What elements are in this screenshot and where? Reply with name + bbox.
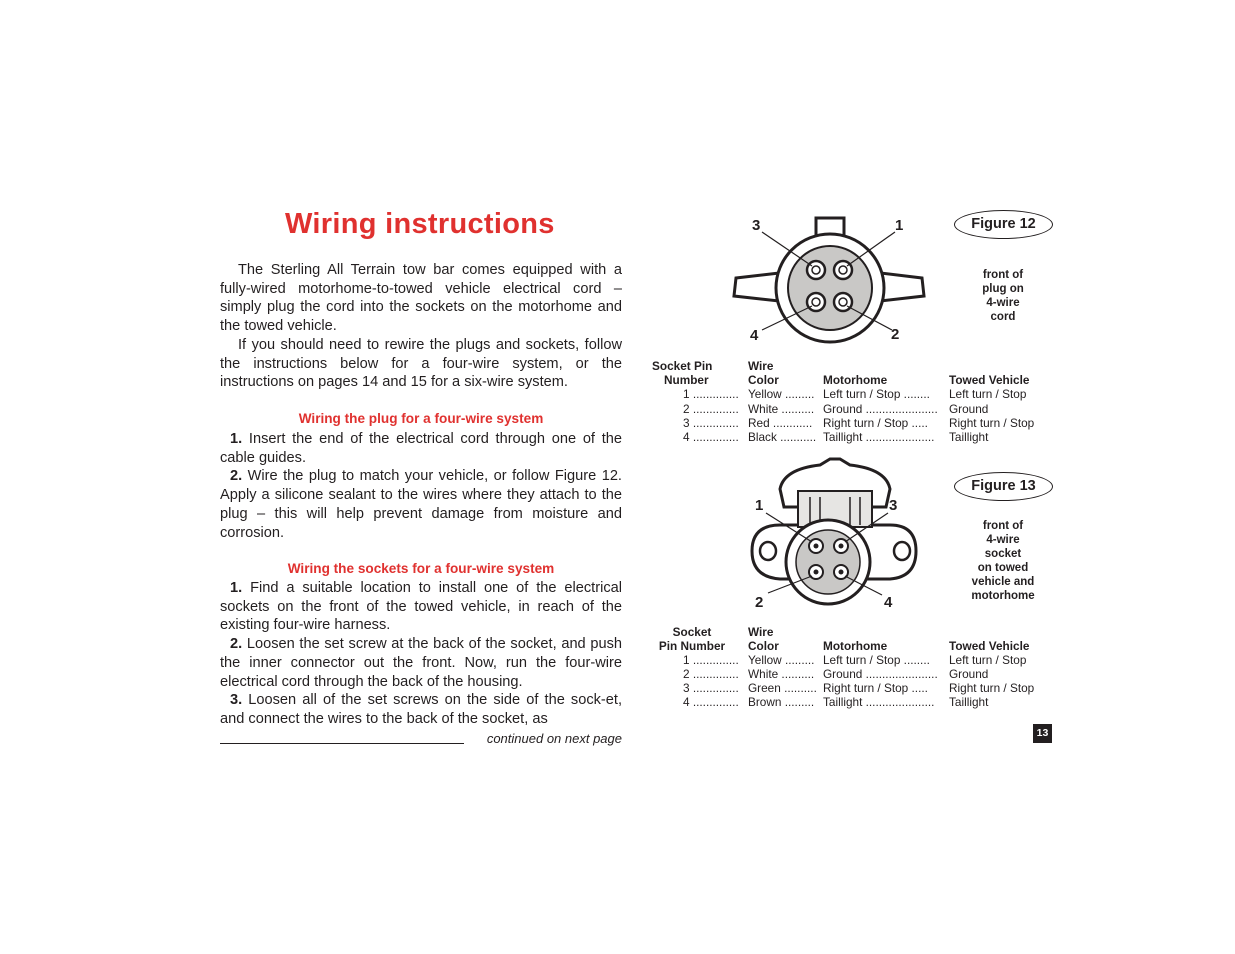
caption-line: cord: [990, 311, 1016, 323]
page-number-badge: 13: [1033, 724, 1052, 743]
cell-motorhome: Ground ......................: [823, 401, 938, 416]
pin-label: 3: [889, 497, 898, 514]
step-item: [220, 430, 622, 467]
step-item: [220, 467, 622, 542]
cell-motorhome: Taillight .....................: [823, 695, 935, 709]
cell-towed: Left turn / Stop: [949, 387, 1027, 401]
socket-face: [796, 530, 860, 594]
cell-color: Brown .........: [748, 695, 815, 709]
socket-pin-2-core: [814, 570, 819, 575]
cell-towed: Right turn / Stop: [949, 681, 1035, 695]
header-line: Pin Number: [658, 639, 726, 653]
intro-text: [220, 261, 622, 392]
cell-color: Green ..........: [748, 681, 817, 695]
header-motorhome: Motorhome: [823, 373, 888, 387]
header-wire-color: [748, 625, 779, 653]
page-title: Wiring instructions: [285, 208, 555, 240]
mount-hole-left: [760, 542, 776, 560]
cell-pin: 3 ..............: [683, 416, 739, 430]
cell-motorhome: Taillight .....................: [823, 430, 935, 444]
header-motorhome: Motorhome: [823, 639, 888, 653]
cell-motorhome: Left turn / Stop ........: [823, 387, 930, 401]
cell-color: Yellow .........: [748, 653, 815, 667]
cell-color: Yellow .........: [748, 387, 815, 401]
cell-pin: 2 ..............: [683, 401, 739, 416]
intro-paragraph: If you should need to rewire the plugs and sockets, follow the instructions below for a four-wire system, or the instructions on pages 14 and 15 for a six-wire system.: [220, 336, 622, 391]
figure-13-caption: [948, 519, 1058, 603]
section-heading-socket: Wiring the sockets for a four-wire system: [287, 561, 555, 576]
cell-towed: Taillight: [949, 695, 989, 709]
pin-label: 2: [755, 594, 764, 611]
cell-motorhome: Left turn / Stop ........: [823, 653, 930, 667]
caption-line: plug on: [982, 283, 1024, 295]
cell-motorhome: Right turn / Stop .....: [823, 416, 928, 430]
step-text: Loosen all of the set screws on the side of the sock-et, and connect the wires to the back of the socket, as: [220, 692, 622, 727]
step-number: 1.: [230, 580, 243, 596]
header-line: Color: [748, 639, 779, 653]
header-line: Number: [664, 373, 709, 387]
cell-towed: Ground: [949, 667, 989, 681]
cell-color: White ..........: [748, 667, 815, 681]
cell-color: Red ............: [748, 416, 813, 430]
cell-pin: 1 ..............: [683, 387, 739, 401]
step-number: 2.: [230, 468, 243, 485]
header-socket-pin: [652, 359, 712, 387]
step-text: Wire the plug to match your vehicle, or follow Figure 12. Apply a silicone sealant to the wires where they attach to the plug – this will help prevent damage from moisture and corrosion.: [220, 468, 622, 541]
step-text: Find a suitable location to install one of the electrical sockets on the front of the towed vehicle, in reach of the existing four-wire harness.: [220, 580, 622, 634]
footer-rule: [220, 743, 464, 744]
caption-line: front of: [982, 520, 1024, 532]
caption-line: socket: [984, 548, 1022, 560]
figure-12-plug-diagram: [730, 210, 940, 350]
cell-towed: Ground: [949, 401, 989, 416]
header-line: Socket Pin: [652, 359, 713, 373]
cell-pin: 3 ..............: [683, 681, 739, 695]
socket-steps: [220, 579, 622, 729]
header-line: Wire: [748, 359, 774, 373]
cell-towed: Right turn / Stop: [949, 416, 1035, 430]
cell-towed: Left turn / Stop: [949, 653, 1027, 667]
cell-color: White ..........: [748, 401, 815, 416]
header-line: Wire: [748, 625, 774, 639]
step-text: Loosen the set screw at the back of the socket, and push the inner connector out the front. Now, run the four-wire electrical cord through the back of the housing.: [220, 636, 622, 690]
caption-line: motorhome: [971, 590, 1035, 602]
caption-line: front of: [982, 269, 1024, 281]
caption-line: 4-wire: [986, 297, 1020, 309]
pin-label: 4: [884, 594, 893, 611]
header-socket-pin: [654, 625, 730, 653]
caption-line: 4-wire: [986, 534, 1020, 546]
intro-paragraph: The Sterling All Terrain tow bar comes equipped with a fully-wired motorhome-to-towed vehicle electrical cord – simply plug the cord into the sockets on the motorhome and the towed vehicle.: [220, 262, 622, 335]
socket-pin-3-core: [839, 544, 844, 549]
step-text: Insert the end of the electrical cord through one of the cable guides.: [220, 431, 622, 466]
figure-13-label: Figure 13: [954, 472, 1053, 501]
cell-color: Black ...........: [748, 430, 817, 444]
figure-13-socket-diagram: [740, 455, 930, 615]
cell-pin: 1 ..............: [683, 653, 739, 667]
figure-12-caption: [948, 268, 1058, 324]
cell-motorhome: Right turn / Stop .....: [823, 681, 928, 695]
plug-pin-4-core: [812, 298, 820, 306]
caption-line: on towed: [977, 562, 1029, 574]
mount-hole-right: [894, 542, 910, 560]
step-number: 3.: [230, 692, 243, 709]
step-number: 2.: [230, 636, 243, 653]
plug-pin-3-core: [812, 266, 820, 274]
section-heading-plug: Wiring the plug for a four-wire system: [298, 411, 544, 426]
pin-label: 2: [891, 326, 900, 343]
plug-pin-1-core: [839, 266, 847, 274]
socket-pin-1-core: [814, 544, 819, 549]
step-item: [220, 579, 622, 635]
header-towed-vehicle: Towed Vehicle: [949, 373, 1030, 387]
pin-label: 4: [750, 327, 759, 344]
cell-motorhome: Ground ......................: [823, 667, 938, 681]
header-towed-vehicle: Towed Vehicle: [949, 639, 1030, 653]
step-number: 1.: [230, 431, 243, 447]
caption-line: vehicle and: [971, 576, 1035, 588]
cell-towed: Taillight: [949, 430, 989, 444]
plug-steps: [220, 430, 622, 542]
step-item: [220, 635, 622, 691]
pin-label: 3: [752, 217, 761, 234]
plug-pin-2-core: [839, 298, 847, 306]
header-line: Color: [748, 373, 779, 387]
socket-pin-4-core: [839, 570, 844, 575]
continued-note: continued on next page: [486, 731, 622, 746]
cell-pin: 2 ..............: [683, 667, 739, 681]
figure-12-label: Figure 12: [954, 210, 1053, 239]
cell-pin: 4 ..............: [683, 430, 739, 444]
pin-label: 1: [895, 217, 904, 234]
cell-pin: 4 ..............: [683, 695, 739, 709]
step-item: [220, 691, 622, 728]
header-wire-color: [748, 359, 779, 387]
pin-label: 1: [755, 497, 764, 514]
header-line: Socket: [672, 625, 712, 639]
